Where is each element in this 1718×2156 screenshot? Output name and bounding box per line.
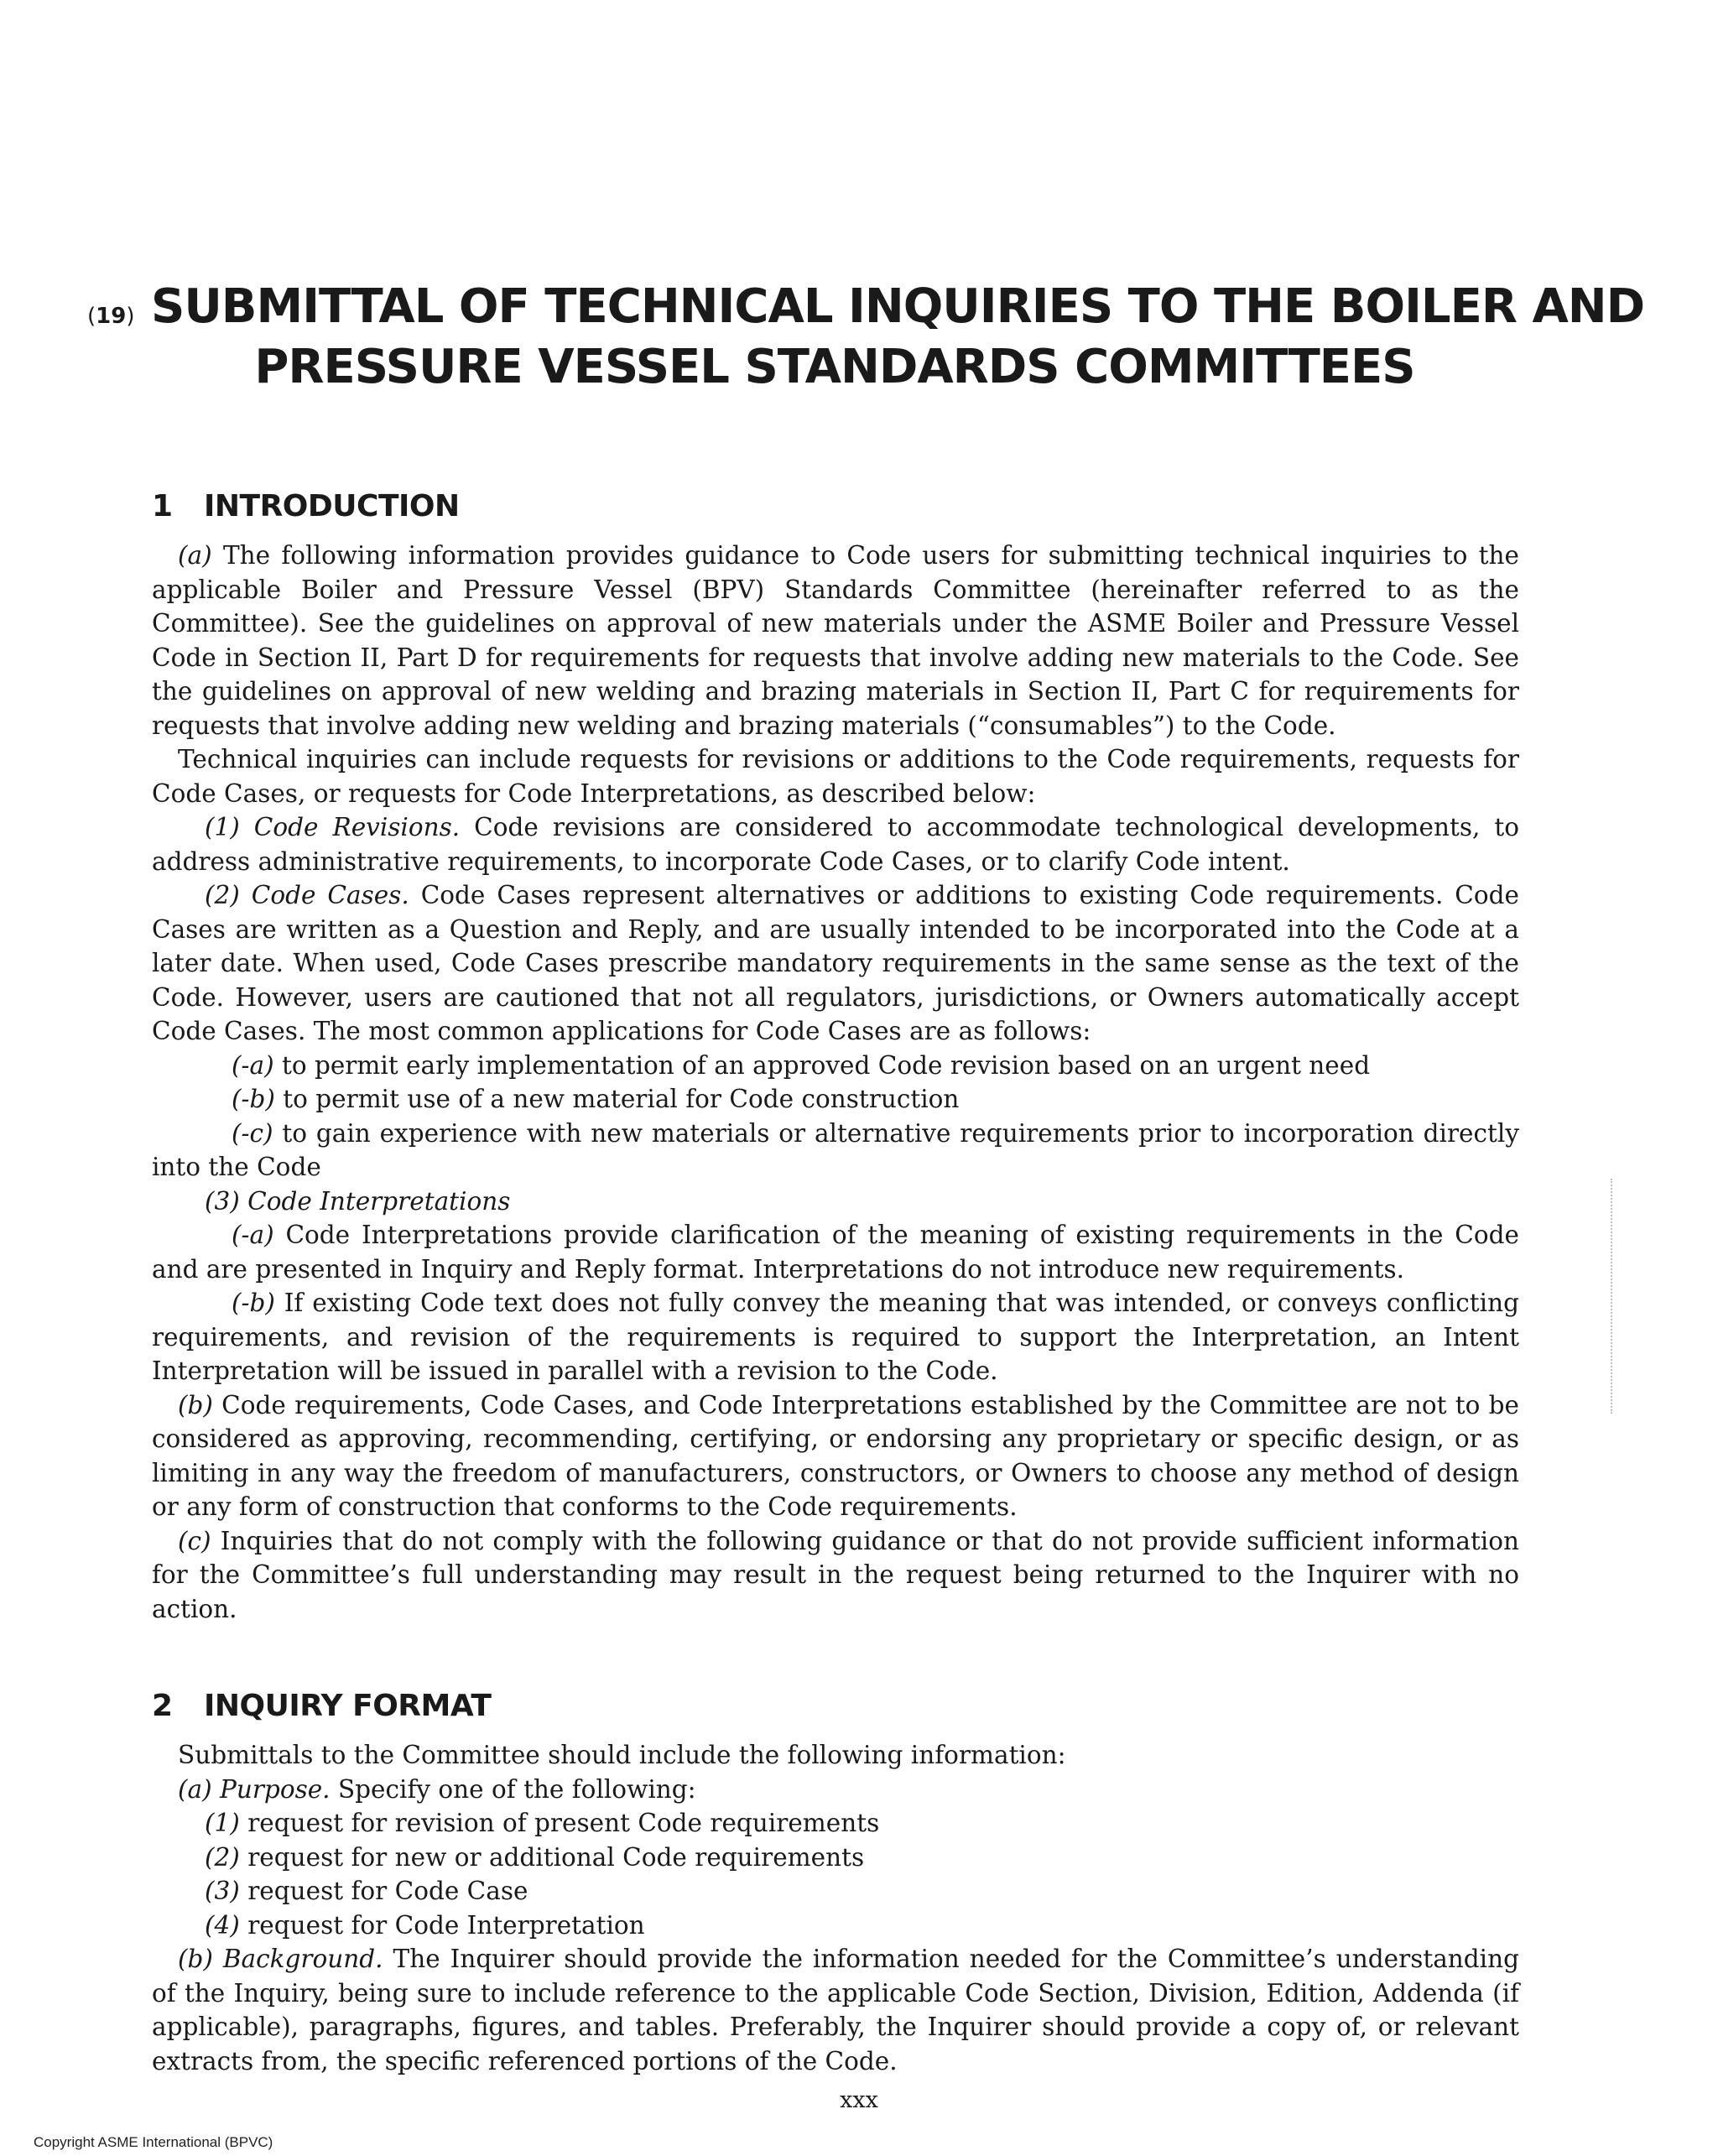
paragraph-1a2	[152, 878, 1519, 1049]
paragraph-1a1-label: (1) Code Revisions.	[205, 813, 461, 841]
paragraph-2-intro	[152, 1738, 1519, 1773]
list-item-label: (2)	[205, 1842, 240, 1872]
paragraph-1a2a-label: (-a)	[232, 1050, 274, 1080]
paragraph-1a	[152, 539, 1519, 742]
list-item-label: (4)	[205, 1910, 240, 1940]
section-1-title: INTRODUCTION	[204, 489, 460, 523]
list-item	[152, 1841, 1519, 1875]
paragraph-1a3b-label: (-b)	[232, 1289, 275, 1317]
paragraph-2a-text: Specify one of the following:	[337, 1774, 696, 1804]
paragraph-1a2b-label: (-b)	[232, 1085, 275, 1113]
paragraph-1a2b-text: to permit use of a new material for Code construction	[283, 1085, 960, 1113]
paragraph-1-intro	[152, 742, 1519, 810]
paragraph-1a3	[152, 1185, 1519, 1219]
edition-marker-number: 19	[96, 304, 127, 329]
page-title-line-2: PRESSURE VESSEL STANDARDS COMMITTEES	[254, 340, 1415, 394]
paragraph-2a-label: (a) Purpose.	[178, 1774, 331, 1804]
paragraph-1c-text: Inquiries that do not comply with the following guidance or that do not provide sufficient information for the Committee’s full understanding may result in the request being returned to the Inquirer with no action.	[152, 1526, 1519, 1623]
paragraph-1b-label: (b)	[178, 1390, 213, 1419]
list-item-text: request for Code Case	[247, 1877, 528, 1905]
list-item-text: request for Code Interpretation	[247, 1910, 645, 1940]
paragraph-1a2a	[152, 1049, 1519, 1083]
section-1-number: 1	[152, 489, 173, 523]
paragraph-1a1-text: Code revisions are considered to accommodate technological developments, to address administrative requirements, to incorporate Code Cases, or to clarify Code intent.	[152, 813, 1519, 876]
margin-watermark-ticks	[1611, 1179, 1615, 1414]
paragraph-1a2c-label: (-c)	[232, 1118, 273, 1148]
paragraph-1a3a-label: (-a)	[232, 1221, 274, 1249]
page-number: xxx	[840, 2087, 878, 2113]
list-item-label: (3)	[205, 1877, 240, 1905]
paragraph-1a2-text: Code Cases represent alternatives or additions to existing Code requirements. Code Cases are written as a Question and Reply, and are usually intended to be incorporated into the Code at a later date. When used, Code Cases prescribe mandatory requirements in the same sense as the text of the Code. However, users are cautioned that not all regulators, jurisdictions, or Owners automatically accept Code Cases. The most common applications for Code Cases are as follows:	[152, 881, 1519, 1045]
paragraph-2b	[152, 1942, 1519, 2078]
paragraph-2b-label: (b) Background.	[178, 1945, 383, 1973]
paragraph-1a-text: The following information provides guidance to Code users for submitting technical inquiries to the applicable Boiler and Pressure Vessel (BPV) Standards Committee (hereinafter referred to as the Committee). See the guidelines on approval of new materials under the ASME Boiler and Pressure Vessel Code in Section II, Part D for requirements for requests that involve adding new materials to the Code. See the guidelines on approval of new welding and brazing materials in Section II, Part C for requirements for requests that involve adding new welding and brazing materials (“consumables”) to the Code.	[152, 541, 1519, 740]
paragraph-1a3a-text: Code Interpretations provide clarification of the meaning of existing requirements in the Code and are presented in Inquiry and Reply format. Interpretations do not introduce new requirements.	[152, 1221, 1519, 1284]
paragraph-1a3a	[152, 1218, 1519, 1286]
document-body	[152, 487, 1519, 2078]
paragraph-1c	[152, 1524, 1519, 1627]
paragraph-2a	[152, 1773, 1519, 1807]
list-item	[152, 1806, 1519, 1841]
section-2-heading	[152, 1686, 1519, 1726]
list-item-label: (1)	[205, 1809, 240, 1837]
paragraph-2b-text: The Inquirer should provide the information needed for the Committee’s understanding of the Inquiry, being sure to include reference to the applicable Code Section, Division, Edition, Addenda (if applicable), paragraphs, figures, and tables. Preferably, the Inquirer should provide a copy of, or relevant extracts from, the specific referenced portions of the Code.	[152, 1945, 1519, 2075]
paragraph-1a3b-text: If existing Code text does not fully convey the meaning that was intended, or conveys conflicting requirements, and revision of the requirements is required to support the Interpretation, an Intent Interpretation will be issued in parallel with a revision to the Code.	[152, 1289, 1519, 1385]
page-title-line-1: SUBMITTAL OF TECHNICAL INQUIRIES TO THE BOILER AND	[151, 279, 1645, 334]
section-2-title: INQUIRY FORMAT	[204, 1689, 492, 1723]
paragraph-1a-label: (a)	[178, 541, 212, 570]
paragraph-1a3-label: (3) Code Interpretations	[205, 1186, 511, 1216]
paragraph-2-intro-text: Submittals to the Committee should include the following information:	[178, 1741, 1066, 1769]
paragraph-1b	[152, 1388, 1519, 1524]
list-item-text: request for revision of present Code requirements	[247, 1809, 880, 1837]
paragraph-1c-label: (c)	[178, 1526, 211, 1555]
page-title	[151, 277, 1645, 398]
section-1-heading	[152, 487, 1519, 527]
paragraph-1a2a-text: to permit early implementation of an approved Code revision based on an urgent need	[281, 1050, 1371, 1080]
paragraph-1a3b	[152, 1286, 1519, 1388]
paragraph-1b-text: Code requirements, Code Cases, and Code Interpretations established by the Committee are not to be considered as approving, recommending, certifying, or endorsing any proprietary or specific design, or as limiting in any way the freedom of manufacturers, constructors, or Owners to choose any method of design or any form of construction that conforms to the Code requirements.	[152, 1390, 1519, 1521]
list-item	[152, 1909, 1519, 1943]
paragraph-1-intro-text: Technical inquiries can include requests for revisions or additions to the Code requirements, requests for Code Cases, or requests for Code Interpretations, as described below:	[152, 745, 1519, 808]
paragraph-1a2c	[152, 1117, 1519, 1185]
list-item-text: request for new or additional Code requirements	[247, 1842, 865, 1872]
paragraph-1a2c-text: to gain experience with new materials or alternative requirements prior to incorporation directly into the Code	[152, 1118, 1519, 1181]
list-item	[152, 1874, 1519, 1909]
section-2-number: 2	[152, 1689, 173, 1723]
copyright-notice: Copyright ASME International (BPVC)	[34, 2134, 273, 2150]
paragraph-1a2b	[152, 1082, 1519, 1117]
edition-marker: (19)	[87, 304, 135, 329]
paragraph-1a2-label: (2) Code Cases.	[205, 881, 409, 909]
paragraph-1a1	[152, 810, 1519, 878]
